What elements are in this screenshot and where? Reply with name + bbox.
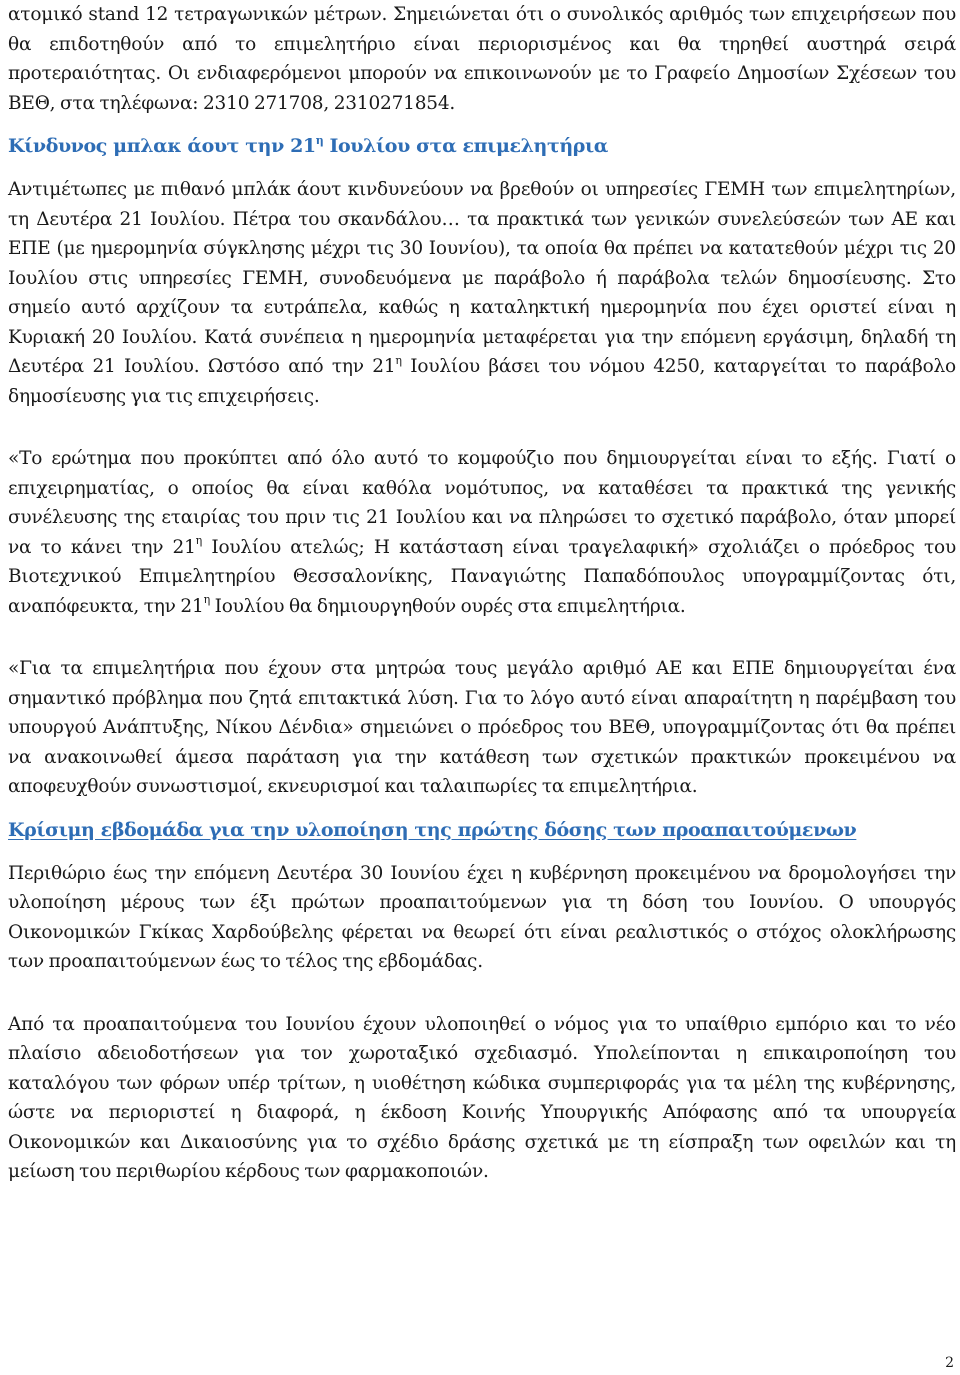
document-page: [8, 0, 956, 1187]
heading-text-part: Ιουλίου στα επιμελητήρια: [323, 135, 608, 157]
ordinal-superscript: η: [395, 353, 402, 367]
paragraph-blackout-risk: [8, 175, 956, 411]
paragraph-text: Ιουλίου ατελώς; Η κατάσταση είναι τραγελαφική» σχολιάζει ο πρόεδρος του Βιοτεχνικού Επιμελητηρίου Θεσσαλονίκης, Παναγιώτης Παπαδόπουλος υπογραμμίζοντας ότι, αναπόφευκτα, την 21: [8, 536, 957, 617]
ordinal-superscript: η: [315, 133, 324, 147]
paragraph-text: Αντιμέτωπες με πιθανό μπλάκ άουτ κινδυνεύουν να βρεθούν οι υπηρεσίες ΓΕΜΗ των επιμελητηρίων, τη Δευτέρα 21 Ιουλίου. Πέτρα του σκανδάλου… τα πρακτικά των γενικών συνελεύσεών των ΑΕ και ΕΠΕ (με ημερομηνία σύγκλησης μέχρι τις 30 Ιουνίου), τα οποία θα πρέπει να κατατεθούν μέχρι τις 20 Ιουλίου στις υπηρεσίες ΓΕΜΗ, συνοδευόμενα με παράβολο ή παράβολα τελών δημοσίευσης. Στο σημείο αυτό αρχίζουν τα ευτράπελα, καθώς η καταληκτική ημερομηνία που έχει οριστεί είναι η Κυριακή 20 Ιουλίου. Κατά συνέπεια η ημερομηνία μεταφέρεται για την επόμενη εργάσιμη, δηλαδή τη Δευτέρα 21 Ιουλίου. Ωστόσο από την 21: [8, 179, 956, 377]
ordinal-superscript: η: [195, 534, 203, 548]
paragraph-deadline: Περιθώριο έως την επόμενη Δευτέρα 30 Ιουνίου έχει η κυβέρνηση προκειμένου να δρομολογήσει την υλοποίηση μέρους των έξι πρώτων προαπαιτούμενων για τη δόση του Ιουνίου. Ο υπουργός Οικονομικών Γκίκας Χαρδούβελης φέρεται να θεωρεί ότι είναι ρεαλιστικός ο στόχος ολοκλήρωσης των προαπαιτούμενων έως το τέλος της εβδομάδας.: [8, 862, 956, 972]
page-number: 2: [945, 1355, 954, 1371]
paragraph-prerequisites-list: Από τα προαπαιτούμενα του Ιουνίου έχουν υλοποιηθεί ο νόμος για το υπαίθριο εμπόριο και το νέο πλαίσιο αδειοδοτήσεων για τον χωροταξικό σχεδιασμό. Υπολείπονται η επικαιροποίηση του καταλόγου των φόρων υπέρ τρίτων, η υιοθέτηση κώδικα συμπεριφοράς για τα μέλη της κυβέρνησης, ώστε να περιοριστεί η διαφορά, η έκδοση Κοινής Υπουργικής Απόφασης από τα υπουργεία Οικονομικών και Δικαιοσύνης για το σχέδιο δράσης σχετικά με τη είσπραξη των οφειλών και τη μείωση του περιθωρίου κέρδους των φαρμακοποιών.: [8, 1013, 956, 1182]
heading-text-part: Κίνδυνος μπλακ άουτ την 21: [8, 135, 316, 157]
paragraph-text: «Το ερώτημα που προκύπτει από όλο αυτό το κομφούζιο που δημιουργείται είναι το εξής. Γιατί ο επιχειρηματίας, ο οποίος θα είναι καθόλα νομότυπος, να καταθέσει τα πρακτικά της γενικής συνέλευσης της εταιρίας του πριν τις 21 Ιουλίου και να πληρώσει το σχετικό παράβολο, όταν μπορεί να το κάνει την 21: [8, 448, 956, 558]
paragraph-text: Ιουλίου θα δημιουργηθούν ουρές στα επιμελητήρια.: [209, 595, 686, 617]
section-heading-blackout: [8, 132, 956, 161]
ordinal-superscript: η: [203, 593, 210, 607]
paragraph-text: Ιουλίου βάσει του νόμου 4250, καταργείται το παράβολο δημοσίευσης για τις επιχειρήσεις.: [8, 356, 956, 407]
paragraph-quote-president: «Για τα επιμελητήρια που έχουν στα μητρώα τους μεγάλο αριθμό ΑΕ και ΕΠΕ δημιουργείται ένα σημαντικό πρόβλημα που ζητά επιτακτικά λύση. Για το λόγο αυτό είναι απαραίτητη η παρέμβαση του υπουργού Ανάπτυξης, Νίκου Δένδια» σημειώνει ο πρόεδρος του ΒΕΘ, υπογραμμίζοντας ότι θα πρέπει να ανακοινωθεί άμεσα παράταση για την κατάθεση των σχετικών πρακτικών προκειμένου να αποφευχθούν συνωστισμοί, εκνευρισμοί και ταλαιπωρίες τα επιμελητήρια.: [8, 658, 956, 797]
intro-paragraph: ατομικό stand 12 τετραγωνικών μέτρων. Σημειώνεται ότι ο συνολικός αριθμός των επιχειρήσεων που θα επιδοτηθούν από το επιμελητήριο είναι περιορισμένος και θα τηρηθεί αυστηρά σειρά προτεραιότητας. Οι ενδιαφερόμενοι μπορούν να επικοινωνούν με το Γραφείο Δημοσίων Σχέσεων του ΒΕΘ, στα τηλέφωνα: 2310 271708, 2310271854.: [8, 4, 956, 114]
section-heading-prerequisites: [8, 816, 956, 845]
paragraph-quote-papadopoulos: [8, 444, 956, 621]
heading-text: Κρίσιμη εβδομάδα για την υλοποίηση της πρώτης δόσης των προαπαιτούμενων: [8, 818, 857, 841]
